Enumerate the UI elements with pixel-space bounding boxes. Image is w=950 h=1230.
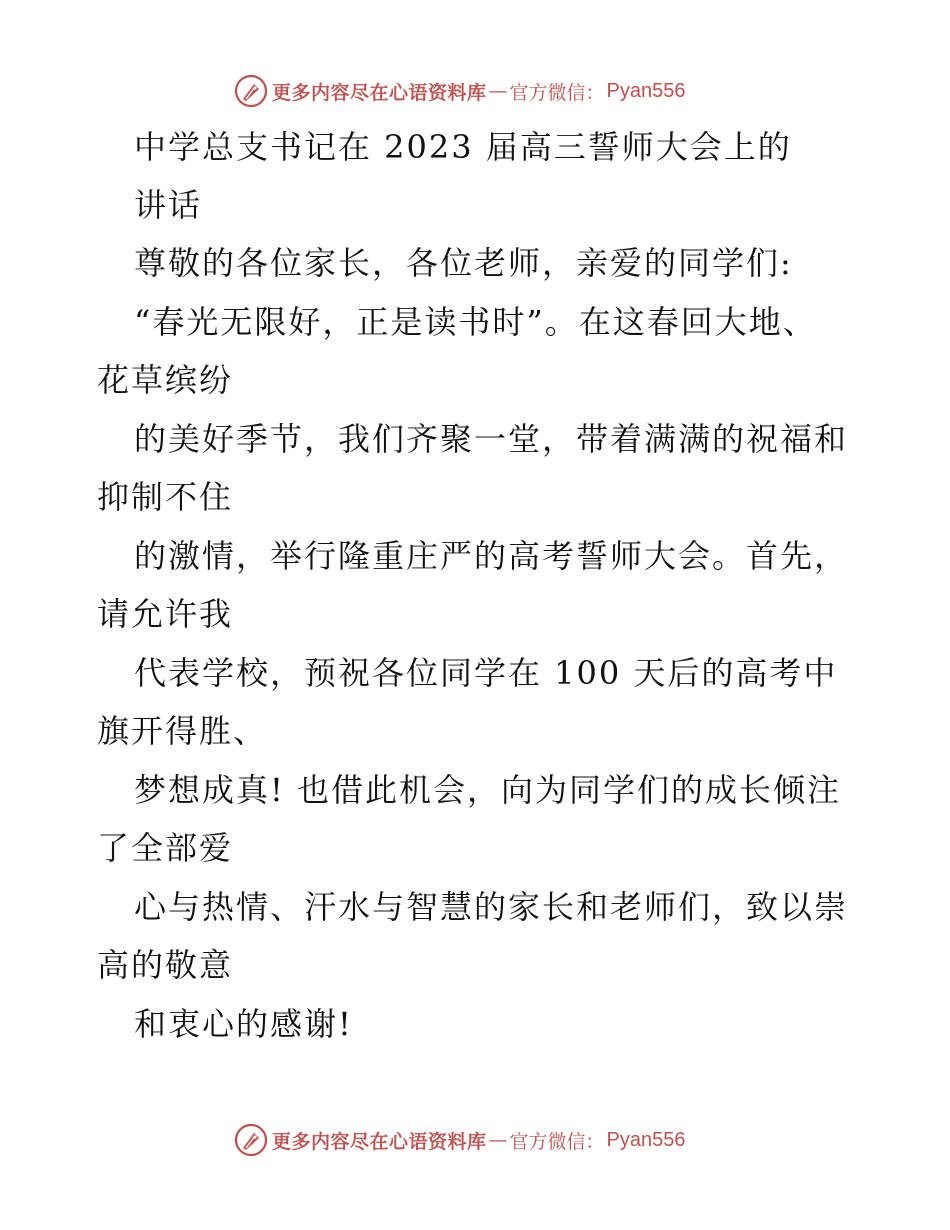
header-banner (234, 71, 686, 111)
paragraph-line: 的美好季节，我们齐聚一堂，带着满满的祝福和 (134, 420, 849, 458)
paragraph-line: “春光无限好，正是读书时”。在这春回大地、 (134, 303, 817, 341)
document-title-line-1: 中学总支书记在 2023 届高三誓师大会上的 (134, 128, 792, 166)
paragraph-line: 抑制不住 (97, 478, 234, 516)
paragraph-line: 旗开得胜、 (97, 712, 268, 750)
paragraph-line: 和衷心的感谢! (134, 1005, 353, 1043)
salutation: 尊敬的各位家长，各位老师，亲爱的同学们: (134, 244, 793, 282)
paragraph-line: 梦想成真! 也借此机会，向为同学们的成长倾注 (134, 771, 842, 809)
paragraph-line: 高的敬意 (97, 946, 234, 984)
paragraph-line: 的激情，举行隆重庄严的高考誓师大会。首先， (134, 537, 849, 575)
banner-wechat-label: 官方微信： (509, 1130, 605, 1153)
banner-slogan: 更多内容尽在心语资料库 (272, 1130, 487, 1153)
document-title-line-2: 讲话 (134, 186, 203, 224)
banner-wechat-label: 官方微信： (509, 81, 605, 104)
banner-wechat-id: Pyan556 (606, 79, 686, 102)
paragraph-line: 花草缤纷 (97, 361, 234, 399)
pen-nib-logo-icon (234, 74, 268, 108)
paragraph-line: 请允许我 (97, 595, 234, 633)
paragraph-line: 代表学校，预祝各位同学在 100 天后的高考中 (134, 654, 838, 692)
pen-nib-logo-icon (234, 1123, 268, 1157)
footer-banner (234, 1120, 686, 1160)
banner-dash: — (488, 1129, 508, 1151)
banner-slogan: 更多内容尽在心语资料库 (272, 81, 487, 104)
paragraph-line: 心与热情、汗水与智慧的家长和老师们，致以崇 (134, 888, 849, 926)
paragraph-line: 了全部爱 (97, 829, 234, 867)
banner-wechat-id: Pyan556 (606, 1128, 686, 1151)
banner-dash: — (488, 80, 508, 102)
